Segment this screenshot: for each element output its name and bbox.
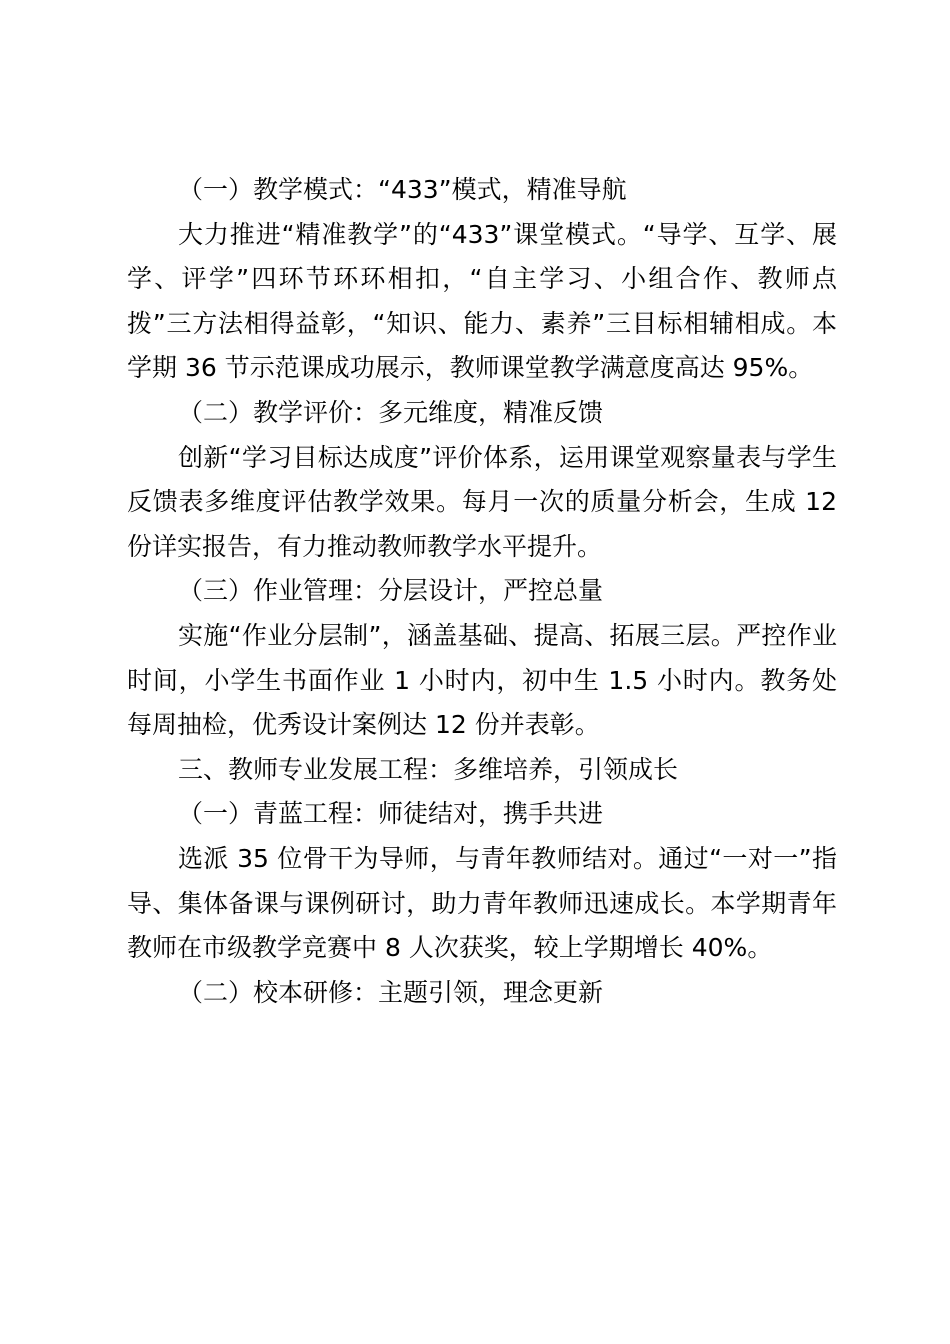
- subsection-heading-mentorship: （一）青蓝工程：师徒结对，携手共进: [178, 799, 604, 829]
- subsection-heading-teaching-mode: （一）教学模式：“433”模式，精准导航: [178, 175, 627, 204]
- paragraph-teaching-evaluation: 创新“学习目标达成度”评价体系，运用课堂观察量表与学生反馈表多维度评估教学效果。每月一次的质量分析会，生成 12 份详实报告，有力推动教师教学水平提升。: [127, 442, 837, 561]
- document-page: [127, 168, 837, 1015]
- paragraph-teaching-mode: 大力推进“精准教学”的“433”课堂模式。“导学、互学、展学、评学”四环节环环相扣，“自主学习、小组合作、教师点拨”三方法相得益彰，“知识、能力、素养”三目标相辅相成。本学期 36 节示范课成功展示，教师课堂教学满意度高达 95%。: [127, 219, 837, 383]
- subsection-heading-school-training: （二）校本研修：主题引领，理念更新: [178, 977, 604, 1007]
- paragraph-mentorship: 选派 35 位骨干为导师，与青年教师结对。通过“一对一”指导、集体备课与课例研讨，助力青年教师迅速成长。本学期青年教师在市级教学竞赛中 8 人次获奖，较上学期增长 40%。: [127, 843, 837, 963]
- subsection-heading-homework-management: （三）作业管理：分层设计，严控总量: [178, 576, 604, 606]
- subsection-heading-teaching-evaluation: （二）教学评价：多元维度，精准反馈: [178, 397, 604, 427]
- section-heading-teacher-development: 三、教师专业发展工程：多维培养，引领成长: [178, 754, 679, 784]
- paragraph-homework-management: 实施“作业分层制”，涵盖基础、提高、拓展三层。严控作业时间，小学生书面作业 1 小时内，初中生 1.5 小时内。教务处每周抽检，优秀设计案例达 12 份并表彰。: [127, 620, 837, 740]
